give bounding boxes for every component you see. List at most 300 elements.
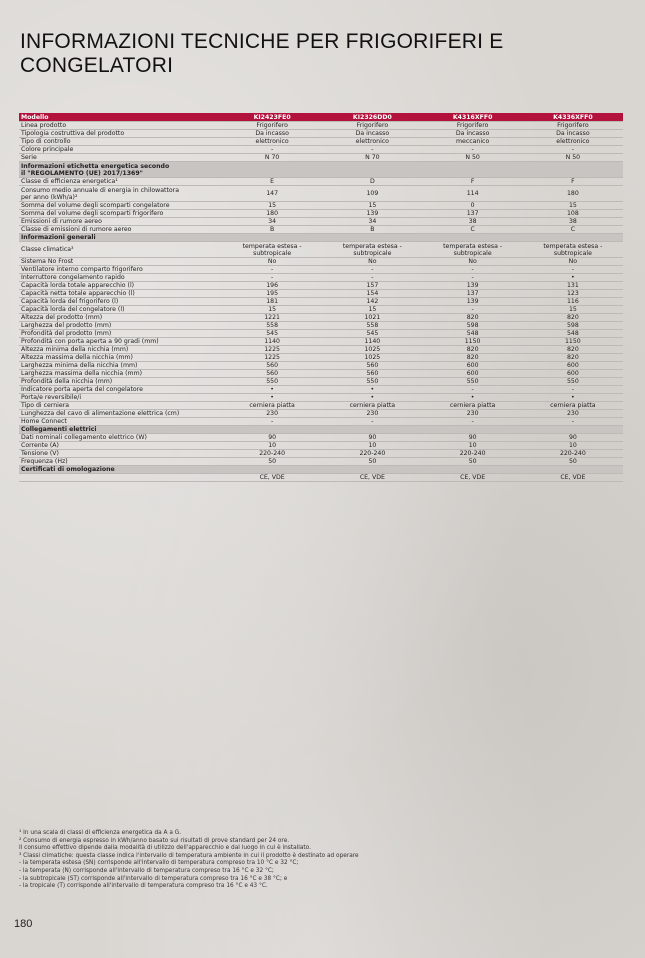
cell-value — [322, 370, 422, 378]
cell-value — [523, 138, 623, 146]
cell-value — [523, 314, 623, 322]
cell-value-line: C — [470, 226, 475, 233]
table-row — [19, 266, 623, 274]
cell-value — [222, 362, 322, 370]
cell-value — [322, 378, 422, 386]
cell-value — [322, 266, 422, 274]
section-header-row — [19, 466, 623, 474]
cell-value-line: 1225 — [264, 346, 280, 353]
cell-value-line: F — [571, 178, 575, 185]
cell-value — [322, 410, 422, 418]
table-row — [19, 306, 623, 314]
model-header: K4316XFF0 — [423, 113, 523, 122]
cell-value — [523, 354, 623, 362]
cell-value — [523, 474, 623, 482]
cell-value — [222, 210, 322, 218]
row-label — [19, 322, 222, 330]
cell-value — [423, 458, 523, 466]
cell-value — [523, 402, 623, 410]
cell-value-line: subtropicale — [453, 249, 492, 257]
model-header: KI2423FE0 — [222, 113, 322, 122]
cell-value-line: 1140 — [364, 338, 381, 345]
cell-value — [523, 378, 623, 386]
cell-value-line: 820 — [566, 354, 579, 361]
table-row — [19, 202, 623, 210]
cell-value-line: 560 — [266, 362, 279, 369]
row-label-line: Altezza del prodotto (mm) — [21, 314, 103, 321]
cell-value-line: No — [468, 258, 477, 265]
cell-value-line: - — [271, 146, 274, 153]
cell-value-line: 15 — [268, 306, 277, 313]
cell-value-line: - — [571, 146, 574, 153]
cell-value-line: - — [471, 386, 474, 393]
row-label-line: Consumo medio annuale di energia in chilowattora — [21, 186, 179, 194]
cell-value-line: Da incasso — [455, 130, 490, 137]
cell-value-line: temperata estesa - — [342, 242, 402, 250]
cell-value — [322, 442, 422, 450]
cell-value — [222, 458, 322, 466]
cell-value-line: 0 — [470, 202, 475, 209]
cell-value-line: 600 — [466, 370, 479, 377]
cell-value — [322, 282, 422, 290]
cell-value — [523, 146, 623, 154]
page-number: 180 — [14, 918, 33, 930]
section-title — [19, 234, 623, 242]
cell-value — [322, 394, 422, 402]
footnote-line: Il consumo effettivo dipende dalla modalità di utilizzo dell'apparecchio e dal luogo in cui è installato. — [19, 845, 311, 852]
cell-value-line: 90 — [368, 434, 377, 441]
cell-value-line: 560 — [366, 362, 379, 369]
cell-value-line: 142 — [366, 298, 379, 305]
row-label — [19, 410, 222, 418]
cell-value — [222, 314, 322, 322]
cell-value — [322, 346, 422, 354]
cell-value-line: subtropicale — [253, 249, 292, 257]
cell-value — [423, 354, 523, 362]
cell-value-line: 545 — [366, 330, 379, 337]
row-label — [19, 450, 222, 458]
cell-value — [423, 282, 523, 290]
cell-value-line: cerniera piatta — [249, 402, 295, 409]
cell-value — [423, 370, 523, 378]
model-header: KI2326DD0 — [322, 113, 422, 122]
cell-value-line: N 70 — [264, 154, 280, 161]
cell-value-line: 90 — [568, 434, 577, 441]
cell-value — [423, 186, 523, 202]
cell-value — [523, 338, 623, 346]
row-label — [19, 154, 222, 162]
cell-value-line: 147 — [266, 190, 279, 197]
cell-value — [523, 226, 623, 234]
cell-value — [423, 434, 523, 442]
cell-value-line: - — [371, 146, 374, 153]
cell-value-line: • — [470, 394, 475, 401]
cell-value-line: 109 — [366, 190, 379, 197]
cell-value — [322, 354, 422, 362]
cell-value-line: Frigorifero — [557, 122, 589, 129]
row-label — [19, 370, 222, 378]
table-row — [19, 210, 623, 218]
cell-value-line: CE, VDE — [460, 474, 486, 481]
cell-value — [322, 258, 422, 266]
cell-value — [222, 434, 322, 442]
cell-value-line: 90 — [268, 434, 277, 441]
cell-value-line: F — [470, 178, 475, 185]
cell-value — [423, 290, 523, 298]
cell-value — [523, 458, 623, 466]
cell-value-line: 220-240 — [459, 450, 486, 457]
cell-value-line: 180 — [566, 190, 579, 197]
footnote-line: ² Consumo di energia espresso in kWh/anno basato sui risultati di prove standard per 24 ore. — [19, 837, 290, 844]
footnote-line: - la temperata (N) corrisponde all'intervallo di temperatura compreso tra 16 °C e 32 °C; — [19, 867, 274, 874]
table-row — [19, 282, 623, 290]
cell-value — [523, 306, 623, 314]
cell-value — [222, 322, 322, 330]
cell-value — [322, 154, 422, 162]
row-label-line: Somma del volume degli scomparti congelatore — [21, 202, 170, 209]
table-row — [19, 354, 623, 362]
cell-value — [523, 186, 623, 202]
row-label — [19, 386, 222, 394]
table-row — [19, 274, 623, 282]
cell-value — [322, 202, 422, 210]
cell-value-line: - — [471, 146, 474, 153]
cell-value — [523, 394, 623, 402]
cell-value — [222, 346, 322, 354]
row-label-line: Classe di emissioni di rumore aereo — [21, 226, 132, 233]
cell-value-line: - — [271, 418, 274, 425]
cell-value — [322, 146, 422, 154]
row-label — [19, 210, 222, 218]
cell-value — [423, 410, 523, 418]
cell-value — [523, 266, 623, 274]
table-row — [19, 338, 623, 346]
cell-value-line: 10 — [568, 442, 577, 449]
row-label-line: Tensione (V) — [21, 450, 59, 457]
row-label-line: Corrente (A) — [21, 442, 59, 449]
cell-value — [322, 322, 422, 330]
cell-value-line: E — [270, 178, 275, 185]
table-row — [19, 154, 623, 162]
cell-value-line: elettronico — [556, 138, 590, 145]
cell-value — [322, 306, 422, 314]
cell-value-line: 1225 — [264, 354, 280, 361]
row-label — [19, 138, 222, 146]
row-label — [19, 298, 222, 306]
row-label-line: Indicatore porta aperta del congelatore — [21, 386, 143, 393]
cell-value-line: 600 — [566, 362, 579, 369]
cell-value — [423, 178, 523, 186]
row-label-line: Capacità lorda del congelatore (l) — [21, 306, 125, 313]
cell-value-line: 10 — [268, 442, 277, 449]
cell-value — [423, 122, 523, 130]
section-title-line: Informazioni etichetta energetica secondo — [21, 162, 170, 170]
cell-value-line: 820 — [466, 354, 479, 361]
row-label — [19, 146, 222, 154]
cell-value-line: 10 — [468, 442, 477, 449]
cell-value-line: B — [270, 226, 275, 233]
cell-value-line: 181 — [266, 298, 279, 305]
table-row — [19, 178, 623, 186]
cell-value — [222, 370, 322, 378]
cell-value-line: 116 — [566, 298, 579, 305]
cell-value-line: 139 — [466, 282, 479, 289]
row-label — [19, 306, 222, 314]
cell-value — [222, 122, 322, 130]
row-label-line: Serie — [21, 154, 37, 161]
cell-value — [222, 226, 322, 234]
row-label — [19, 218, 222, 226]
cell-value — [322, 218, 422, 226]
row-label-line: Classe climatica³ — [21, 246, 74, 253]
table-row — [19, 474, 623, 482]
cell-value — [222, 146, 322, 154]
cell-value — [222, 354, 322, 362]
table-row — [19, 226, 623, 234]
cell-value-line: 38 — [468, 218, 477, 225]
cell-value-line: 1150 — [464, 338, 481, 345]
section-title — [19, 466, 623, 474]
row-label — [19, 378, 222, 386]
cell-value-line: C — [570, 226, 576, 233]
cell-value — [423, 298, 523, 306]
cell-value-line: 600 — [466, 362, 479, 369]
cell-value — [322, 474, 422, 482]
row-label — [19, 178, 222, 186]
cell-value-line: 220-240 — [359, 450, 386, 457]
cell-value — [523, 410, 623, 418]
section-title-line: Informazioni generali — [21, 234, 96, 241]
cell-value — [222, 290, 322, 298]
cell-value-line: No — [368, 258, 377, 265]
row-label — [19, 458, 222, 466]
cell-value-line: - — [271, 266, 274, 273]
cell-value-line: 131 — [566, 282, 579, 289]
cell-value-line: 548 — [466, 330, 479, 337]
cell-value-line: • — [571, 274, 575, 281]
cell-value — [423, 306, 523, 314]
row-label — [19, 442, 222, 450]
cell-value — [222, 258, 322, 266]
cell-value-line: Da incasso — [556, 130, 590, 137]
table-row — [19, 258, 623, 266]
cell-value-line: 560 — [266, 370, 279, 377]
table-row — [19, 386, 623, 394]
cell-value-line: - — [571, 386, 574, 393]
cell-value-line: elettronico — [255, 138, 289, 145]
cell-value-line: 598 — [466, 322, 479, 329]
cell-value — [423, 218, 523, 226]
cell-value — [322, 242, 422, 258]
cell-value-line: • — [370, 386, 375, 393]
cell-value — [222, 218, 322, 226]
row-label-line: Ventilatore interno comparto frigorifero — [21, 266, 143, 273]
cell-value — [322, 338, 422, 346]
cell-value — [222, 378, 322, 386]
cell-value-line: N 50 — [565, 154, 581, 161]
cell-value-line: 230 — [266, 410, 279, 417]
cell-value-line: 157 — [366, 282, 379, 289]
section-title-line: Collegamenti elettrici — [21, 426, 97, 433]
table-row — [19, 378, 623, 386]
cell-value — [423, 242, 523, 258]
row-label — [19, 402, 222, 410]
row-label — [19, 122, 222, 130]
row-label-line: Profondità con porta aperta a 90 gradi (mm) — [21, 338, 159, 345]
cell-value-line: 1150 — [565, 338, 581, 345]
cell-value-line: • — [571, 394, 575, 401]
table-row — [19, 394, 623, 402]
cell-value — [322, 298, 422, 306]
section-header-row — [19, 162, 623, 178]
cell-value-line: elettronico — [355, 138, 389, 145]
cell-value — [423, 442, 523, 450]
cell-value — [322, 434, 422, 442]
cell-value — [222, 274, 322, 282]
cell-value — [322, 362, 422, 370]
row-label-line: Tipologia costruttiva del prodotto — [21, 130, 125, 137]
cell-value — [523, 330, 623, 338]
cell-value-line: subtropicale — [553, 249, 592, 257]
row-label — [19, 394, 222, 402]
cell-value — [222, 442, 322, 450]
row-label — [19, 266, 222, 274]
cell-value — [423, 202, 523, 210]
cell-value-line: - — [471, 418, 474, 425]
footnote-line: - la subtropicale (ST) corrisponde all'intervallo di temperatura compreso tra 16 °C e 38 °C; e — [19, 875, 288, 882]
cell-value — [222, 298, 322, 306]
cell-value — [222, 242, 322, 258]
row-label — [19, 202, 222, 210]
cell-value-line: - — [371, 266, 374, 273]
section-title-line: il "REGOLAMENTO (UE) 2017/1369" — [21, 169, 143, 177]
row-label — [19, 418, 222, 426]
cell-value — [322, 186, 422, 202]
cell-value — [222, 130, 322, 138]
cell-value — [222, 266, 322, 274]
cell-value — [222, 330, 322, 338]
cell-value — [222, 450, 322, 458]
cell-value-line: 15 — [368, 306, 377, 313]
cell-value-line: - — [471, 306, 474, 313]
cell-value-line: Frigorifero — [356, 122, 389, 129]
row-label-line: Altezza minima della nicchia (mm) — [21, 346, 129, 353]
cell-value-line: 550 — [266, 378, 279, 385]
cell-value — [322, 122, 422, 130]
cell-value-line: temperata estesa - — [242, 242, 302, 250]
cell-value-line: • — [270, 386, 274, 393]
header-label: Modello — [19, 113, 222, 122]
cell-value — [322, 274, 422, 282]
table-row — [19, 130, 623, 138]
cell-value-line: 139 — [366, 210, 379, 217]
row-label-line: per anno (kWh/a)² — [21, 193, 78, 201]
cell-value-line: 558 — [266, 322, 279, 329]
row-label-line: Larghezza massima della nicchia (mm) — [21, 370, 143, 377]
row-label — [19, 282, 222, 290]
cell-value-line: - — [371, 418, 374, 425]
cell-value-line: 195 — [266, 290, 279, 297]
row-label — [19, 130, 222, 138]
cell-value — [523, 218, 623, 226]
cell-value — [423, 154, 523, 162]
row-label-line: Larghezza minima della nicchia (mm) — [21, 362, 138, 369]
table-row — [19, 442, 623, 450]
cell-value-line: 600 — [566, 370, 579, 377]
cell-value — [322, 314, 422, 322]
cell-value-line: 10 — [368, 442, 377, 449]
cell-value — [423, 274, 523, 282]
table-row — [19, 418, 623, 426]
row-label-line: Profondità del prodotto (mm) — [21, 330, 112, 337]
cell-value — [322, 450, 422, 458]
cell-value-line: 15 — [568, 202, 577, 209]
row-label-line: Tipo di controllo — [21, 138, 71, 145]
cell-value-line: 137 — [466, 290, 479, 297]
row-label — [19, 314, 222, 322]
cell-value — [523, 442, 623, 450]
cell-value — [423, 146, 523, 154]
table-row — [19, 186, 623, 202]
cell-value — [523, 122, 623, 130]
cell-value — [423, 210, 523, 218]
row-label — [19, 362, 222, 370]
section-title-line: Certificati di omologazione — [21, 466, 115, 473]
cell-value — [523, 154, 623, 162]
cell-value — [222, 282, 322, 290]
table-row — [19, 314, 623, 322]
cell-value-line: - — [271, 274, 274, 281]
cell-value — [423, 362, 523, 370]
cell-value — [523, 130, 623, 138]
cell-value — [423, 258, 523, 266]
cell-value-line: Frigorifero — [456, 122, 489, 129]
cell-value — [523, 362, 623, 370]
row-label-line: Profondità della nicchia (mm) — [21, 378, 113, 385]
cell-value-line: 1221 — [264, 314, 280, 321]
cell-value-line: • — [270, 394, 274, 401]
cell-value-line: CE, VDE — [259, 474, 285, 481]
cell-value — [423, 402, 523, 410]
table-row — [19, 458, 623, 466]
table-row — [19, 290, 623, 298]
cell-value — [523, 282, 623, 290]
row-label-line: Linea prodotto — [21, 122, 67, 129]
cell-value-line: 139 — [466, 298, 479, 305]
cell-value — [322, 386, 422, 394]
cell-value-line: CE, VDE — [359, 474, 385, 481]
table-row — [19, 218, 623, 226]
cell-value-line: 50 — [268, 458, 277, 465]
cell-value-line: 1021 — [364, 314, 381, 321]
row-label — [19, 226, 222, 234]
cell-value-line: - — [471, 274, 474, 281]
cell-value — [322, 226, 422, 234]
cell-value-line: 220-240 — [559, 450, 586, 457]
cell-value — [222, 154, 322, 162]
cell-value-line: - — [471, 266, 474, 273]
row-label-line: Interruttore congelamento rapido — [21, 274, 125, 281]
cell-value — [322, 210, 422, 218]
footnote-line: ³ Classi climatiche: questa classe indica l'intervallo di temperatura ambiente in cui il prodotto è destinato ad operare — [19, 852, 359, 859]
table-row — [19, 330, 623, 338]
cell-value — [523, 210, 623, 218]
row-label — [19, 330, 222, 338]
cell-value-line: 1025 — [364, 354, 381, 361]
cell-value-line: 820 — [566, 346, 579, 353]
cell-value — [423, 266, 523, 274]
page-title: INFORMAZIONI TECNICHE PER FRIGORIFERI E CONGELATORI — [20, 30, 504, 77]
